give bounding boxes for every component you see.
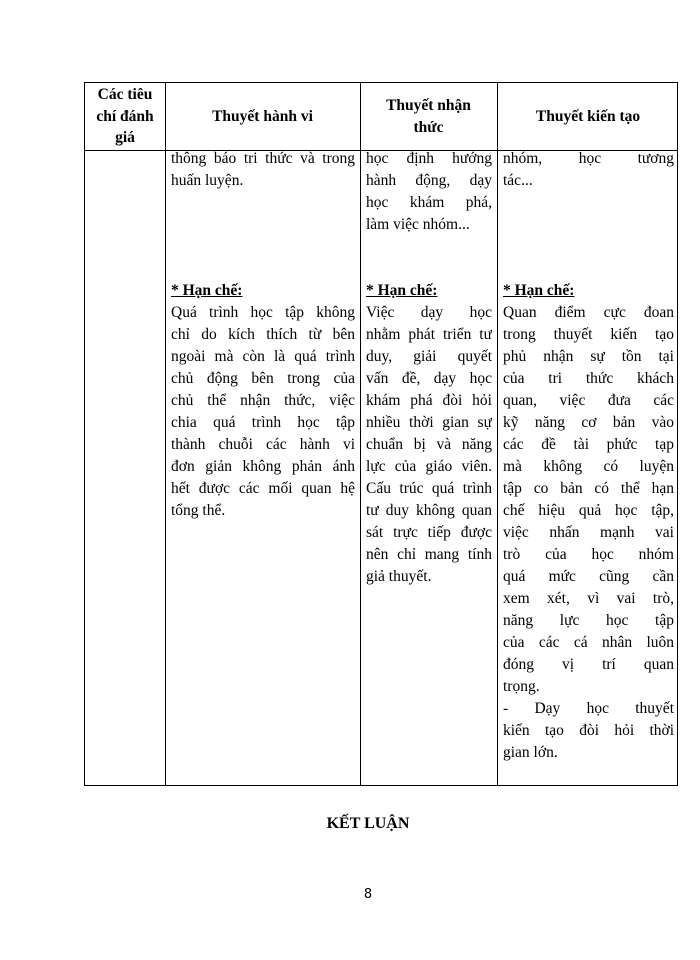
cell-constructivism — [503, 148, 674, 764]
text-line: chủ thể nhận thức, việc — [171, 392, 355, 409]
header-behaviorism — [165, 83, 360, 150]
text-line: việc nhấn mạnh vai — [503, 524, 674, 541]
text-line: của các cá nhân luôn — [503, 634, 674, 651]
text-line: quá mức cũng cần — [503, 568, 674, 585]
text-line: ngoài mà còn là quá trình — [171, 348, 355, 365]
text-line: phủ nhận sự tồn tại — [503, 348, 674, 365]
column-divider — [360, 83, 361, 785]
text-line: Việc dạy học — [366, 304, 492, 321]
text-line: hành động, dạy — [366, 172, 492, 189]
comparison-table — [84, 82, 678, 786]
section-title: KẾT LUẬN — [326, 815, 410, 832]
text-line: các đề tài phức tạp — [503, 436, 674, 453]
page-number: 8 — [363, 887, 373, 902]
text-line: Quá trình học tập không — [171, 304, 355, 321]
text-line: mà không có luyện — [503, 458, 674, 475]
text-line: đơn giản không phản ánh — [171, 458, 355, 475]
text-line: của tri thức khách — [503, 370, 674, 387]
text-line: giả thuyết. — [366, 568, 432, 585]
text-line: nhằm phát triển tư — [366, 326, 492, 343]
text-line: nhóm, học tương — [503, 150, 674, 167]
limitations-heading: * Hạn chế: — [171, 282, 243, 299]
header-line: Thuyết nhận — [386, 97, 471, 114]
text-line: kiến tạo đòi hỏi thời — [503, 722, 674, 739]
text-line: chỉ do kích thích từ bên — [171, 326, 355, 343]
text-line: chủ động bên trong của — [171, 370, 355, 387]
text-line: vấn đề, dạy học — [366, 370, 492, 387]
header-line: Thuyết kiến tạo — [535, 107, 641, 125]
text-line: xem xét, vì vai trò, — [503, 590, 674, 607]
header-cognitivism — [360, 83, 497, 150]
text-line: Cấu trúc quá trình — [366, 480, 492, 497]
limitations-heading: * Hạn chế: — [366, 282, 438, 299]
text-line: tư duy không quan — [366, 502, 492, 519]
text-line: làm việc nhóm... — [366, 216, 470, 233]
text-line: học định hướng — [366, 150, 492, 167]
text-line: thông báo tri thức và trong — [171, 150, 355, 167]
text-line: nên chỉ mang tính — [366, 546, 492, 563]
text-line: chia quá trình học tập — [171, 414, 355, 431]
text-line: - Dạy học thuyết — [503, 700, 674, 717]
text-line: học khám phá, — [366, 194, 492, 211]
header-criteria — [85, 83, 165, 150]
column-divider — [497, 83, 498, 785]
text-line: nhiều thời gian sự — [366, 414, 492, 431]
header-line: giá — [115, 129, 135, 147]
column-divider — [165, 83, 166, 785]
text-line: tập co bản có thể hạn — [503, 480, 674, 497]
text-line: duy, giải quyết — [366, 348, 492, 365]
text-line: hết được các mối quan hệ — [171, 480, 355, 497]
text-line: thành chuỗi các hành vi — [171, 436, 355, 453]
text-line: Quan điểm cực đoan — [503, 304, 674, 321]
header-line: Thuyết hành vi — [212, 107, 313, 125]
text-line: trọng. — [503, 678, 540, 695]
text-line: gian lớn. — [503, 744, 558, 761]
cell-cognitivism — [366, 148, 492, 588]
text-line: trò của học nhóm — [503, 546, 674, 563]
text-line: đóng vị trí quan — [503, 656, 674, 673]
limitations-heading: * Hạn chế: — [503, 282, 575, 299]
text-line: tác... — [503, 172, 533, 189]
text-line: kỹ năng cơ bản vào — [503, 414, 674, 431]
header-constructivism — [497, 83, 679, 150]
text-line: năng lực học tập — [503, 612, 674, 629]
header-line: Các tiêu — [97, 86, 153, 104]
text-line: khám phá đòi hỏi — [366, 392, 492, 409]
text-line: chế hiệu quả học tập, — [503, 502, 674, 519]
header-line: chí đánh — [96, 107, 154, 125]
header-line: thức — [413, 118, 444, 136]
text-line: chuẩn bị và năng — [366, 436, 492, 453]
cell-behaviorism — [171, 148, 355, 522]
text-line: trong thuyết kiến tạo — [503, 326, 674, 343]
text-line: tổng thể. — [171, 502, 226, 519]
text-line: huấn luyện. — [171, 172, 244, 189]
text-line: lực của giáo viên. — [366, 458, 492, 475]
text-line: sát trực tiếp được — [366, 524, 492, 541]
text-line: quan, việc đưa các — [503, 392, 674, 409]
